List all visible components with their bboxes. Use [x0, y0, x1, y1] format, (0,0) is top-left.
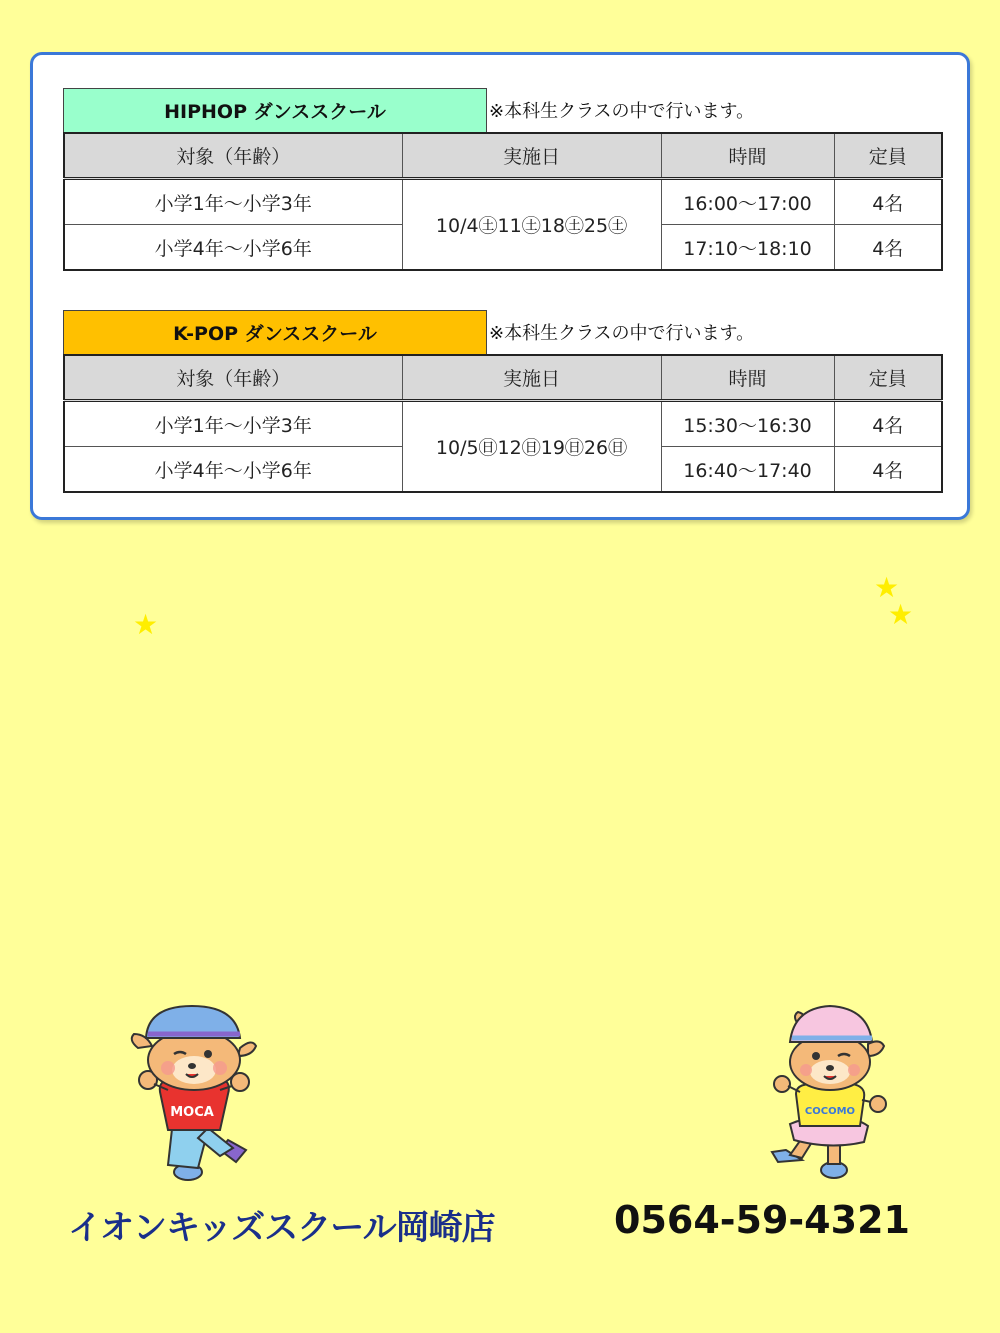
school-name: イオンキッズスクール岡崎店	[68, 1208, 495, 1248]
capacity-cell: 4名	[834, 447, 942, 493]
moca-shirt-label: MOCA	[170, 1105, 214, 1120]
time-cell: 16:40～17:40	[661, 447, 834, 493]
kpop-note: ※本科生クラスの中で行います。	[489, 323, 755, 344]
capacity-cell: 4名	[834, 179, 942, 225]
table-row	[64, 179, 942, 225]
kpop-section	[63, 310, 941, 493]
capacity-cell: 4名	[834, 401, 942, 447]
star-icon: ★	[133, 608, 159, 641]
header-time: 時間	[661, 355, 834, 401]
kpop-title: K-POP ダンススクール	[63, 310, 487, 354]
header-age: 対象（年齢）	[64, 133, 402, 179]
star-icon: ★	[874, 571, 900, 604]
hiphop-note: ※本科生クラスの中で行います。	[489, 101, 755, 122]
moca-mascot	[128, 1000, 268, 1185]
cocomo-mascot	[768, 1000, 893, 1185]
dates-cell: 10/5㊐12㊐19㊐26㊐	[402, 401, 661, 493]
age-cell: 小学4年～小学6年	[64, 225, 402, 271]
header-dates: 実施日	[402, 133, 661, 179]
hiphop-section	[63, 88, 941, 271]
time-cell: 17:10～18:10	[661, 225, 834, 271]
hiphop-schedule-table	[63, 132, 943, 271]
age-cell: 小学1年～小学3年	[64, 179, 402, 225]
cocomo-shirt-label: COCOMO	[804, 1106, 856, 1117]
time-cell: 16:00～17:00	[661, 179, 834, 225]
schedule-card	[30, 52, 970, 520]
star-icon: ★	[888, 598, 914, 631]
header-capacity: 定員	[834, 133, 942, 179]
age-cell: 小学4年～小学6年	[64, 447, 402, 493]
table-row	[64, 401, 942, 447]
header-age: 対象（年齢）	[64, 355, 402, 401]
hiphop-title: HIPHOP ダンススクール	[63, 88, 487, 132]
age-cell: 小学1年～小学3年	[64, 401, 402, 447]
phone-number: 0564-59-4321	[614, 1198, 910, 1242]
header-time: 時間	[661, 133, 834, 179]
capacity-cell: 4名	[834, 225, 942, 271]
time-cell: 15:30～16:30	[661, 401, 834, 447]
dates-cell: 10/4㊏11㊏18㊏25㊏	[402, 179, 661, 271]
kpop-schedule-table	[63, 354, 943, 493]
header-dates: 実施日	[402, 355, 661, 401]
header-capacity: 定員	[834, 355, 942, 401]
